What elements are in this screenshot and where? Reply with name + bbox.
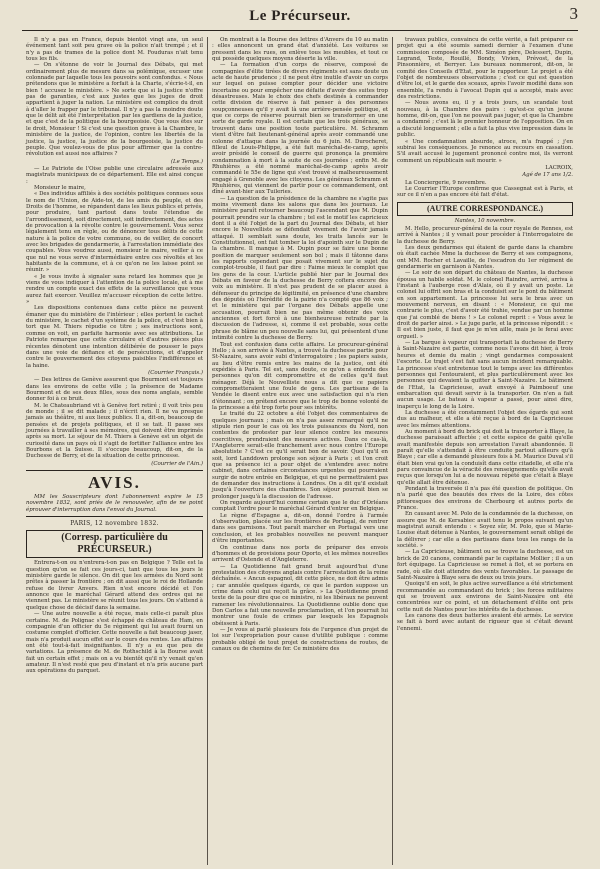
- paragraph: M. Hello, procureur-général de la cour royale de Rennes, est arrivé à Nantes ; il y venait pour procéder à l'interrogatoire de la duchesse de Berry.: [397, 225, 573, 245]
- paragraph: Monsieur le maire,: [34, 184, 86, 191]
- paragraph: — On s'étonne de voir le Journal des Débats, qui met ordinairement plus de mesure dans sa polémique, excuser une colonnade par laquelle tous les pouvoirs sont confondus. « Nous prétendons que le ministère a forfait à la Charte, s'écrie-t-il, en bien ! accusez le ministère. » Ne sorte que si la justice n'offre pas de garanties, c'est aux justes que les juges de droit appartient à juger la nation. Le ministère est complice du droit à d'aller le frapper par le tribunal. Il n'y a pas la moindre doute que le délit ait été l'interprétation par les gardiens de la justice, et que c'est de la politique de la bourgeoisie. Que vous êtes sur le droit, Monsieur ! Si c'est une question grave à la Chambre, le ministère de la justice, de l'opinion, contre les libertés de la justice, la justice, la justice de la bourgeoisie, la justice du peuple. Que voulez-vous de plus pour affirmer que la contre-révolution est aussi nos affaires ?: [26, 62, 203, 158]
- page-header: [22, 0, 578, 31]
- paragraph: — Une autre nouvelle a été reçue, mais celle-ci paraît plus certaine. M. de Polignac s'est échappé du château de Ham, en compagnie d'un officier du 5e régiment qui lui avait fourni un costume complet d'officier. Cette nouvelle a fait beaucoup jaser, mais n'a produit aucun effet sur le cours des rentes. Les affaires ont été tout-à-fait insignifiantes. Il n'y a eu que peu de variations. La présence de M. de Rothschild à la Bourse avait fait un certain effet ; mais on a vu bientôt qu'il n'y venait qu'en amateur. Il n'est resté que peu d'instant et n'a pris aucune part aux opérations du parquet.: [26, 611, 203, 675]
- paragraph: — La barque à vapeur qui transportait la duchesse de Berry à Saint-Nazaire est partie, comme nous l'avons dit hier, à trois heures et demie du matin ; vingt gendarmes composaient l'escorte. Le trajet s'est fait sans aucun incident remarquable. La princesse s'est entretenue tout le temps avec les différentes personnes qui l'entouraient, et plus particulièrement avec les personnes qui devaient la quitter à Saint-Nazaire. Le bâtiment de l'Etat, la Capricieuse, avait envoyé à Paimboeuf une embarcation qui devait servir à la transporter. On n'en a fait aucun usage. Le bateau à vapeur a passé, pour ainsi dire, inaperçu le long de la Loire.: [397, 340, 573, 410]
- paragraph: — La question de la présidence de la chambre ne s'agite pas moins vivement dans les salons que dans les journaux. Le ministère paraît retourner beaucoup l'ascendant que M. Dupin pourrait prendre sur la chambre ; tel est le motif les capricieux dont il a été l'objet de la part du Journal des Débats, et hier encore le Nouvelliste se défendait vivement de l'avoir jamais attaqué. Il semblait sans doute, les traits lancés sur le Constitutionnel, ont fait tomber la loi d'apointh sur le Dupin de la chambre. Il manque à M. Dupin pour se faire une bonne position de marquer seulement son bol ; mais il tâtonne dans les rapports cependant que posait vivement sur le sujet du complot-trouble, il faut par dire : Faime mieux le complot que les gens de la cour. L'article publié hier par le Journal des Débats en faveur de la duchesse de Berry coïtera encore des voix au ministère. Il n'est pas prudent de se placer aussi à défenseur du principe de légitimité, en présence d'une chambre des députés où l'hérédité de la pairie n'a compté que 86 voix ; et le ministère qui par l'organe des Débats appelle une accusation, pourrait bien ne pas même obtenir des voix anciennes et fort forcé à une bienheureuse retraite par la discussion de l'adresse, si, comme il est probable, sous cette phrase de blâme un peu nouvelle sans lui, qui présentent d'une intimité contre la duchesse de Berry.: [212, 195, 388, 342]
- avis-text: MM les Souscripteurs dont l'abonnement expire le 15 novembre 1832, sont priés de le renouveler, afin de ne point éprouver d'interruption dans l'envoi du Journal.: [26, 494, 203, 513]
- paragraph: — Je vous ai parlé plusieurs fois de l'urgence d'un projet de loi sur l'expropriation pour cause d'utilité publique : comme probable obligé de tout projet de constructions de routes, de canaux ou de chemins de fer. Ce ministère des: [212, 626, 388, 652]
- paragraph: « Je vous invite à signaler sans retard les hommes que je viens de vous indiquer à l'attention de la police locale, et à me rendre un compte exact des effets de la surveillance que vous aurez fait exercer. Veuillez m'accuser réception de cette lettre. »: [26, 273, 203, 306]
- paragraph: Le traité du 22 octobre a été l'objet des commentaires de quelques journaux ; mais on n'a pas assez remarqué qu'il ne stipule rien pour le cas où les trois puissances du Nord, non contentes de protester par leur silence contre les mesures coercitives, prendraient des mesures actives. Dans ce cas-là, l'Angleterre serait-elle franchement avec nous contre l'Europe absolutiste ? C'est ce qu'il serait bon de savoir. Quoi qu'il en soit, lord Landdown prolonge son séjour à Paris ; et l'on croit que sa présence ici a pour objet de s'entendre avec notre cabinet, dans certaines circonstances urgentes qui pourraient surgir de notre entrée en Belgique, et qui ne permettraient pas de demander des instructions à Londres. On a dit qu'il existait jusqu'à l'ouverture des chambres. Son séjour pourrait bien se prolonger jusqu'à la discussion de l'adresse.: [212, 411, 388, 500]
- paragraph: Tout est confusion dans cette affaire. Le procureur-général Hello ; à son arrivée à Nantes, a trouvé la duchesse partie pour St-Nazaire, sans avoir subi d'interrogatoire ; les papiers saisis, au lieu d'être remis entre les mains de la justice, ont été expédiés à Paris. Tel est, sans doute, ce qu'on a entendu des personnes qu'on dit compromettre et de celles qu'il faut ménager. Déjà le Nouvelliste nous a dit que ce papiers comprometteraient une foule de gens. Les partisans de la Vendée le disent entre eux avec une satisfaction qui n'a rien d'étonnant ; on prétend encore que le trop de bonne volonté de la princesse a été trop forte pour ses intérêts.: [212, 341, 388, 411]
- dateline: PARIS, 12 novembre 1832.: [70, 520, 159, 528]
- paragraph: — La formation d'un corps de réserve, composé de compagnies d'élite tirées de divers régiments est sans doute un acte de haute prudence ; il ne peut être inutile d'avoir un corps sur lequel on puisse compter pour décider une victoire incertaine ou pour empêcher une défaite d'avoir des suites trop désastreuses. Mais le choix des chefs destinés à commander cette division de réserve à fait penser à des personnes soupçonneuses qu'il y avait là une arrière-pensée politique, et que ce corps de réserve pourrait bien se transformer en une sorte de garde royale. Il est certain que les trois généraux, se trouvent dans une position toute particulière. M. Schramm vient d'être fait lieutenant-général après avoir commandé une colonne d'attaque dans la journée du 6 juin. M. Durocheret, filleul de Louis-Philippe, a été fait maréchal-de-camp, après avoir présidé le conseil de guerre qui prononça la première condamnation à mort à la suite de ces journées ; enfin M. de Rhuhières a été nommé maréchal-de-camp après avoir commandé le 55e de ligne qui s'est trouvé si malheureusement engagé à Grenoble avec les citoyens. Les généraux Schramm et Rhuhières, qui viennent de partir pour ce commandement, ont dîné avant-hier aux Tuileries.: [212, 62, 388, 196]
- paragraph: On regarde aujourd'hui comme certain que le duc d'Orléans comptait l'ordre pour le maréchal Gérard d'entrer en Belgique.: [212, 500, 388, 513]
- signature-age: Agé de 17 ans 1/2.: [522, 172, 573, 179]
- paragraph: Au moment à bord du brick qui doit la transporter à Blaye, la duchesse paraissait affectée ; et cette espèce de gaité qu'elle avait manifestée depuis son arrestation l'avait abandonnée. Il paraît qu'elle s'attendait à être conduite partout ailleurs qu'à Blaye ; car elle a demandé plusieurs fois à M. Maurice Duval s'il était bien vrai qu'on la conduisît dans cette citadelle, et elle n'a paru convaincue de la véracité des renseignements qu'elle avait reçus que lorsqu'on lui a de nouveau répété que c'était à Blaye qu'elle allait être détenue.: [397, 428, 573, 486]
- paragraph: Entrera-t-on ou n'entrera-t-on pas en Belgique ? Telle est la question qu'on se fait ces jours-ci, tant que tous les jours le ministère garde le silence. On dit que les armées du Nord sont prêtes à passer la frontière ; on dit aussi que le roi de Hollande refuse de livrer Anvers. Rien n'est encore décidé et l'on annonce que le maréchal Gérard attend des ordres qui ne viennent pas. Le ministère se réunit tous les jours. On s'attend à quelque chose de décisif dans la semaine.: [26, 560, 203, 611]
- paragraph: — La Quotidienne fait grand bruit aujourd'hui d'une protestation des citoyens anglais contre l'arrestation de la reine déchaînée. « Ancun espagnol, dit cette pièce, ne doit être admis ; car annulée quelques égards, ce que le pardon suppose un crime dans celui qui reçoit la grâce. » La Quotidienne prend texte de la pour dire que ce ministre, ni les libéraux ne peuvent ramener les révolutionnaires. La Quotidienne oublie donc que Don Carlos a fait une nouvelle proclamation, et l'on pourrait lui montrer une foule de crimes par lesquels les Espagnols obéissent à Paris.: [212, 563, 388, 627]
- signature: LACROIX,: [545, 164, 573, 171]
- column-2: [207, 37, 392, 865]
- paragraph: travaux publics, convaincu de cette vérité, a fait préparer ce projet qui a été soumis samedi dernier à l'examen d'une commission composée de MM. Siméon père, Delessert, Dupin, Legrand, Teste, Rouillé, Bondy, Vivien, Prévost, de la Pinsonnière, et Berryer. Les bureaux nommeront, dit-on, le comité des Conseils d'Etat, pour le rapporteur. Le projet a été l'objet de nombreuses observations ; c'est ce qui est question d'être loi, et le garde des sceaux, après l'avoir modifié dans son ensemble, l'a rendu à l'avocat Dupin qui a accepté, mais avec des restrictions.: [397, 37, 573, 101]
- correspondence-heading: (Corresp. particulière du PRÉCURSEUR.): [26, 530, 203, 558]
- divider: [26, 470, 203, 471]
- paragraph: La Conciergerie, 9 novembre.: [405, 179, 487, 186]
- paragraph: On montrait à la Bourse des lettres d'Anvers du 10 au matin : elles annoncent un grand état d'anxiété. Les voitures se pressent dans les rues, on enlève tous les meubles, et tout ce qui possède quelques moyens déserte la ville.: [212, 37, 388, 63]
- page-number: 3: [569, 4, 578, 23]
- correspondence-heading: (AUTRE CORRESPONDANCE.): [397, 202, 573, 216]
- column-3: [392, 37, 577, 865]
- paragraph: Pendant la traversée il n'a pas été question de politique. On n'a parlé que des beautés des rives de la Loire, des côtes pittoresques des environs de Cherbourg et autres ports de France.: [397, 486, 573, 512]
- paragraph: Le règne d'Espagne a, dit-on, donné l'ordre à l'armée d'observation, placée sur les frontières de Portugal, de rentrer dans ses garnisons. Tout paraît marcher en Portugal vers une conclusion, et les probables nouvelles ne peuvent manquer d'être importantes.: [212, 512, 388, 545]
- avis-heading: AVIS.: [88, 473, 141, 493]
- source-credit: (Courrier Français.): [148, 369, 203, 376]
- paragraph: Il n'y a pas en France, depuis bientôt vingt ans, un seul événement tant soit peu grave où la police n'ait trempé ; et il n'y a pas de trames de la police dont M. Fouduras n'ait tenu tous les fils.: [26, 37, 203, 63]
- paragraph: Les dispositions contenues dans cette pièce ne peuvent émaner que du ministère de l'intérieur ; elles portent le cachet du ministère, le cachet d'un système de la police, et c'est bien à tort que M. Thiers répudie ce titre ; ses instructions sont, comme on voit, en parfaite harmonie avec ses attributions. Le Patriote remarque que cette circulaire et d'autres pièces plus récentes dénotent une intention délibérée de pousser le pays dans une voie de défiance et de persécutions, et d'appeler contre le gouvernement des citoyens paisibles l'indifférence et la haine.: [26, 305, 203, 369]
- paragraph: — La Capricieuse, bâtiment ou se trouve la duchesse, est un brick de 20 canons, commandé par le capitaine Mollier ; il a un fort équipage. La Capricieuse se remet à flot, et se portera en rade, où elle doit attendre des vents favorables. Le passage de Saint-Nazaire à Blaye sera de deux ou trois jours.: [397, 549, 573, 581]
- paragraph: « Des individus affiliés à des sociétés politiques connues sous le nom de l'Union, de Aide-toi, de les amis du peuple, et des Droits de l'homme, se répandent dans les lieux publics et privés, pour produire, tant partout dans toute l'étendue de l'arrondissement, soit directement, soit indirectement, des actes de provocation à la révolte contre le gouvernement. Vous serez légalement tenu en règle, ou de dénoncer tous délits de cette nature à la police de votre commune, ou de veiller, de concert avec les brigades de gendarmerie, à l'arrestation immédiate des coupables. Vous voudrez aussi, monsieur le maire, veiller à ce que nul ne vous serve d'intermédiaire entre ces révoltés et les habitants de la commune, et à ce qu'on ne les laisse point se réunir. »: [26, 191, 203, 274]
- paragraph: — Nous avons eu, il y a trois jours, un scandale tout nouveau, à la Chambre des pairs : qu'est-ce qu'un jeune homme, dit-on, que l'on ne pouvait pas juger, et que la Chambre a condamné ; c'est là le premier honneur de l'opposition. On en a discuté longuement ; elle a fait la plus vive impression dans le public.: [397, 100, 573, 139]
- divider: [26, 516, 203, 517]
- paragraph: En causant avec M. Polo de la condamnée de la duchesse, on assure que M. de Kersabiec avait tenu le propos suivant qu'un magistrat aurait entendu : « Soyez sûr, M. Polo, que si Marie-Louise était détenue à Nantes, le gouvernement serait obligé de la délivrer ; car elle a des partisans dans tous les rangs de la société. »: [397, 511, 574, 550]
- paragraph: — Le soir de son départ du château de Nantes, la duchesse épousa un habile soldat. M. le colonel Raindre, arrivé, arriva à l'instant à l'auberge rose d'Alais, où il y avait un poste. Le colonel lui offrit son bras et la conduisit sur le pont du bâtiment en son appartement. La princesse lui sera le bras avec un mouvement nerveux, en disant : « Monsieur, ce qui me contrarie le plus, c'est d'avoir été trahie, vendue par un homme que j'ai comblé de biens ! » Le colonel reprit : « Vous avez le droit de parler ainsi. » Le juge parle, et la princesse répondit : « Il est bien juste, il faut que je m'en aille, mais je le ferai avec orgueil. »: [397, 270, 573, 340]
- paragraph: — Des lettres de Genève assurent que Bourmont est toujours dans les environs de cette ville ; la présence de Madame Bourmont et de ses deux filles, sous des noms anglais, semble donner foi à ce bruit.: [26, 377, 203, 403]
- paragraph: Les deux gendarmes qui étaient de garde dans la chambre où était cachée Mme la duchesse de Berry et ses compagnons, ont MM. Rocher et Lavaille, de l'escadron du 1er régiment de gendarmerie en garnison à Nantes.: [397, 244, 573, 270]
- columns: [22, 37, 578, 865]
- paragraph: M. le Chateaubriand vit à Genève fort retiré ; il voit très peu de monde ; il se dit malade ; il n'écrit rien. Il ne va presque jamais au théâtre, ni aux lieux publics. Il a, dit-on, beaucoup de pensées et de projets politiques, et il se tait. Il passe ses journées à travailler à ses mémoires, qui doivent être imprimés après sa mort. Le séjour de M. Thiers à Genève est un objet de curiosité dans un pays où il s'agit de fortifier l'alliance entre les Bourbons et la Suisse. Il s'occupe beaucoup, dit-on, de la Duchesse de Berry, et de la situation de cette princesse.: [26, 402, 203, 460]
- source-credit: (Le Temps.): [170, 158, 203, 165]
- paragraph: La duchesse a été constamment l'objet des égards qui sont dus au malheur, et elle a été reçue à bord de la Capricieuse avec les mêmes attentions.: [397, 409, 573, 429]
- paragraph: — Le Patriote de l'Oise publie une circulaire adressée aux magistrats municipaux de ce département. Elle est ainsi conçue :: [26, 165, 203, 185]
- newspaper-title: Le Précurseur.: [249, 8, 351, 24]
- column-1: [22, 37, 207, 865]
- paragraph: Le Courrier l'Europe confirme que Cassegnat est à Paris, et sur ce il n'en a pas encore été fait d'état.: [397, 185, 573, 199]
- paragraph: « Une condamnation absurde, atroce, m'a frappé ; j'en subirai les conséquences. Je renonce au recours en cassation. S'il avait accusé le jugement prononcé contre moi, ils verront comment un républicain sait mourir. »: [397, 138, 573, 164]
- paragraph: Les canons des deux batteries avaient été armés. Le service se fait à bord avec autant de rigueur que si c'était devant l'ennemi.: [397, 612, 573, 632]
- paragraph: Quoiqu'il en soit, le plus active surveillance a été strictement recommandée au commandant du brick ; les forces militaires qui se trouvent aux environs de Saint-Nazaire ont été concentrées sur ce point, et un détachement d'élite ont pris cette nuit de Nantes pour les intérêts de la duchesse.: [397, 581, 573, 613]
- paragraph: On continue dans nos ports de préparer des envois d'hommes et de provisions pour Oporto, et les mêmes nouvelles arrivent d'Ostende et d'Angleterre.: [212, 544, 388, 564]
- dateline: Nantes, 10 novembre.: [454, 217, 516, 224]
- source-credit: (Courrier de l'Ain.): [151, 460, 203, 467]
